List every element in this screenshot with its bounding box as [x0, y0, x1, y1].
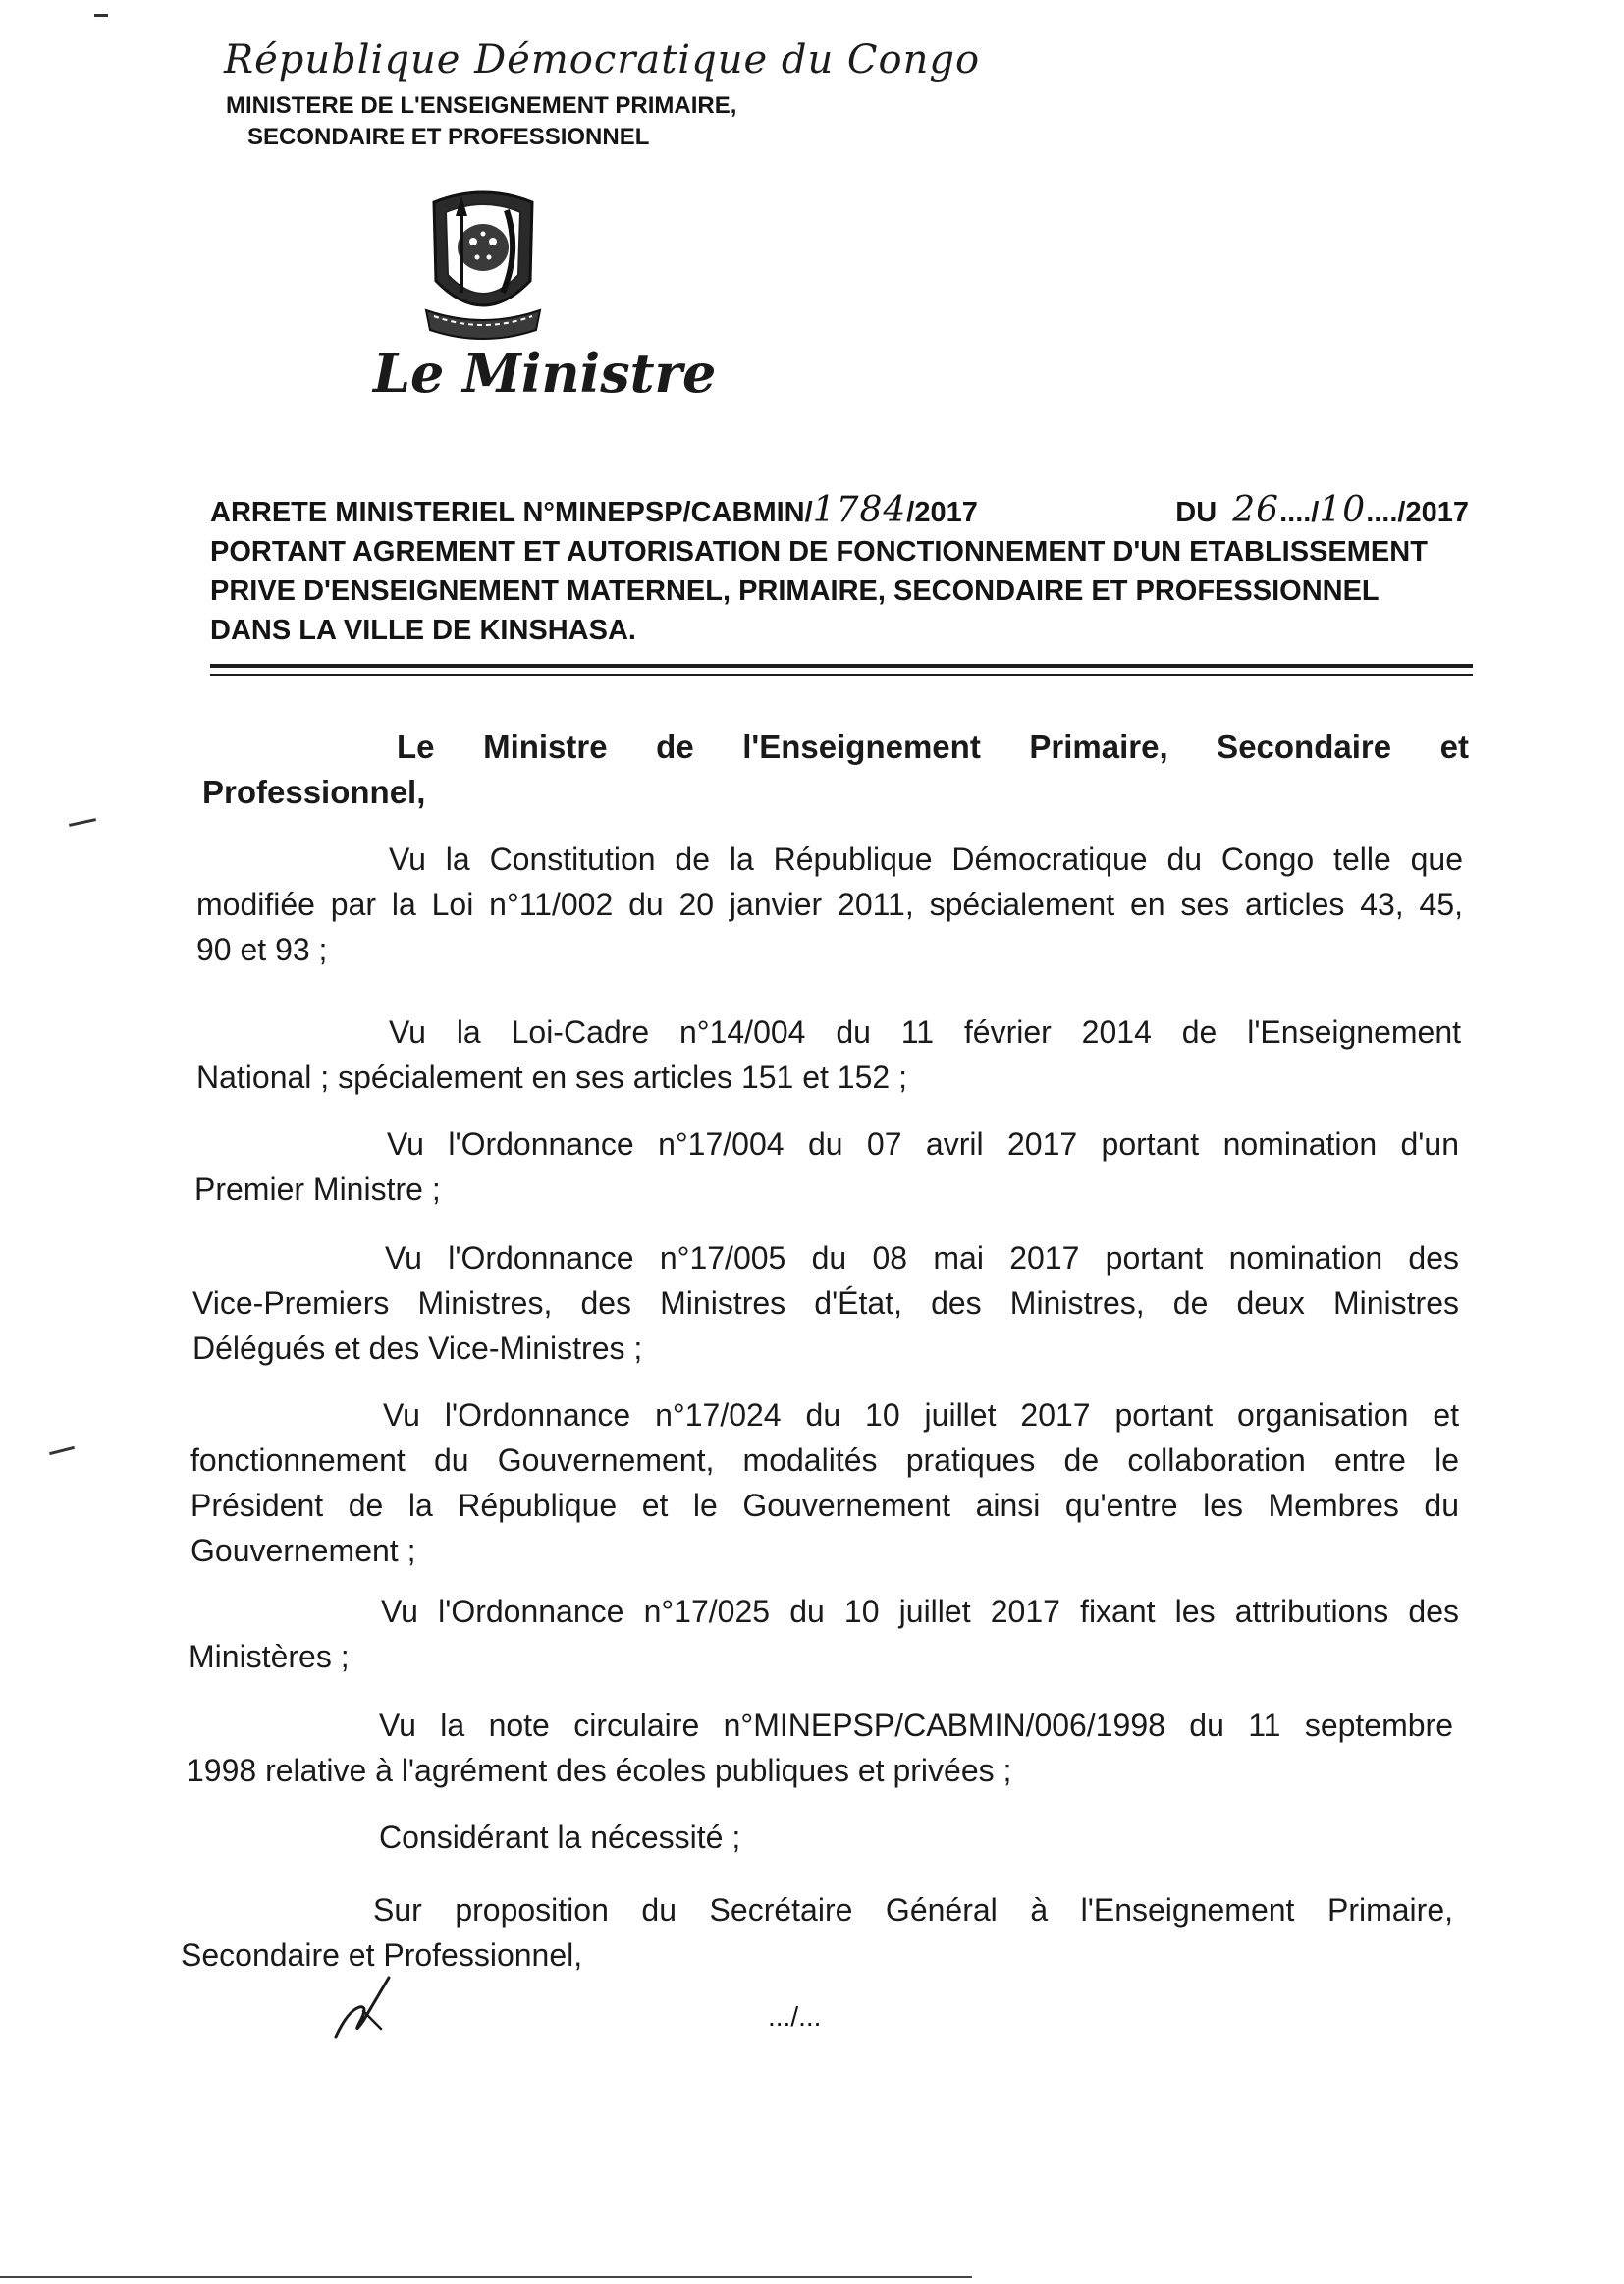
decree-number: 1784 [812, 490, 907, 530]
considerant-ordonnance-005: Vu l'Ordonnance n°17/005 du 08 mai 2017 portant nomination des Vice-Premiers Ministres, des Ministres d'État, des Ministres, de deux Ministres Délégués et des Vice-Ministres ; [192, 1240, 1459, 1366]
title-divider [210, 664, 1473, 668]
continued-marker: .../... [768, 2001, 822, 2032]
scan-edge-line [0, 2276, 972, 2278]
coat-of-arms-icon [405, 183, 562, 350]
decree-month: 10 [1319, 490, 1367, 530]
scan-mark [69, 818, 96, 827]
paraph-signature-icon [330, 1972, 408, 2042]
signatory-title: Le Ministre [373, 342, 717, 405]
decree-reference: ARRETE MINISTERIEL N°MINEPSP/CABMIN/1784/2017 [210, 490, 978, 530]
ministry-line-2: SECONDAIRE ET PROFESSIONNEL [247, 124, 650, 150]
decree-title-line-1: PORTANT AGREMENT ET AUTORISATION DE FONCTIONNEMENT D'UN ETABLISSEMENT [210, 536, 1428, 568]
considerant-necessite: Considérant la nécessité ; [379, 1820, 741, 1855]
sur-proposition: Sur proposition du Secrétaire Général à l'Enseignement Primaire, Secondaire et Professionnel, [181, 1892, 1453, 1973]
considerant-note-circulaire: Vu la note circulaire n°MINEPSP/CABMIN/006/1998 du 11 septembre 1998 relative à l'agrément des écoles publiques et privées ; [187, 1708, 1453, 1788]
country-name: République Démocratique du Congo [224, 37, 981, 82]
decree-day: 26 [1232, 490, 1280, 530]
decree-title-line-2: PRIVE D'ENSEIGNEMENT MATERNEL, PRIMAIRE, SECONDAIRE ET PROFESSIONNEL [210, 575, 1380, 607]
title-divider-thin [210, 674, 1473, 676]
scan-mark [49, 1446, 75, 1455]
ministry-line-1: MINISTERE DE L'ENSEIGNEMENT PRIMAIRE, [226, 92, 737, 119]
decree-date: DU 26..../10..../2017 [1175, 490, 1469, 530]
considerant-ordonnance-025: Vu l'Ordonnance n°17/025 du 10 juillet 2017 fixant les attributions des Ministères ; [189, 1594, 1459, 1674]
intro-paragraph: Le Ministre de l'Enseignement Primaire, Secondaire et Professionnel, [202, 729, 1469, 810]
scan-mark [94, 14, 108, 17]
considerant-constitution: Vu la Constitution de la République Démocratique du Congo telle que modifiée par la Loi n°11/002 du 20 janvier 2011, spécialement en ses articles 43, 45, 90 et 93 ; [196, 842, 1463, 967]
ministry-name [226, 90, 736, 153]
decree-reference-line [210, 491, 1469, 532]
decree-title [210, 491, 1469, 650]
considerant-ordonnance-024: Vu l'Ordonnance n°17/024 du 10 juillet 2017 portant organisation et fonctionnement du Gouvernement, modalités pratiques de collaboration entre le Président de la République et le Gouvernement ainsi qu'entre les Membres du Gouvernement ; [190, 1397, 1459, 1568]
considerant-ordonnance-004: Vu l'Ordonnance n°17/004 du 07 avril 2017 portant nomination d'un Premier Ministre ; [194, 1126, 1459, 1207]
considerant-loi-cadre: Vu la Loi-Cadre n°14/004 du 11 février 2014 de l'Enseignement National ; spécialement en ses articles 151 et 152 ; [196, 1014, 1461, 1095]
decree-title-line-3: DANS LA VILLE DE KINSHASA. [210, 615, 636, 646]
